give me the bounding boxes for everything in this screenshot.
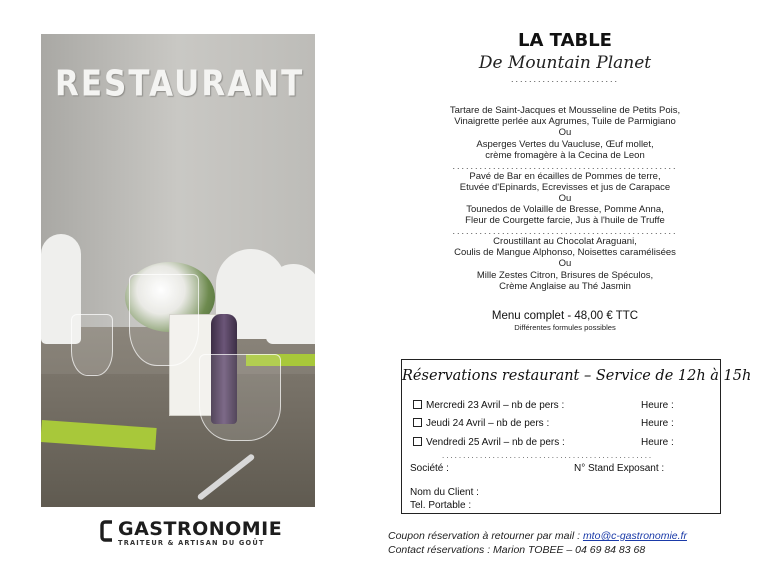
- coupon-line: [388, 529, 687, 543]
- divider: ..................................................: [442, 452, 654, 460]
- day-checkbox[interactable]: [413, 437, 422, 446]
- menu-price: Menu complet - 48,00 € TTC: [491, 309, 639, 322]
- main-1-line-1: Pavé de Bar en écailles de Pommes de terre,: [469, 170, 661, 182]
- restaurant-photo: [41, 34, 315, 507]
- day-label: Vendredi 25 Avril – nb de pers :: [426, 437, 565, 448]
- logo-name: GASTRONOMIE: [118, 518, 283, 540]
- day-label: Mercredi 23 Avril – nb de pers :: [426, 400, 565, 411]
- or-separator: Ou: [558, 192, 572, 204]
- dessert-1-line-1: Croustillant au Chocolat Araguani,: [493, 236, 637, 247]
- or-separator: Ou: [558, 258, 572, 269]
- reservation-day-row: [413, 437, 674, 448]
- menu-section: [395, 30, 735, 332]
- or-separator: Ou: [558, 127, 572, 138]
- client-name-field[interactable]: Nom du Client :: [410, 487, 479, 498]
- reservation-title: Réservations restaurant – Service de 12h à 15h: [402, 368, 752, 384]
- dessert-2-line-2: Crème Anglaise au Thé Jasmin: [499, 280, 631, 292]
- desserts: [395, 236, 735, 292]
- main-2-line-1: Tounedos de Volaille de Bresse, Pomme Anna,: [466, 204, 664, 215]
- logo-tagline: TRAITEUR & ARTISAN DU GOÛT: [118, 539, 265, 547]
- starter-2-line-2: crème fromagère à la Cecina de Leon: [485, 149, 645, 161]
- heure-label: Heure :: [641, 400, 674, 411]
- restaurant-sign: RESTAURANT: [55, 63, 305, 105]
- dessert-1-line-2: Coulis de Mangue Alphonso, Noisettes caramélisées: [454, 247, 676, 258]
- day-label: Jeudi 24 Avril – nb de pers :: [426, 418, 550, 429]
- footer: [388, 529, 687, 557]
- menu-subtitle: De Mountain Planet: [478, 53, 652, 73]
- divider: ........................: [510, 74, 619, 84]
- divider: ..................................................: [452, 226, 678, 236]
- photo-chair: [266, 264, 315, 344]
- mains: [395, 171, 735, 227]
- company-field[interactable]: Société :: [410, 463, 449, 474]
- starter-1-line-1: Tartare de Saint-Jacques et Mousseline de Petits Pois,: [449, 105, 681, 116]
- starter-1-line-2: Vinaigrette perlée aux Agrumes, Tuile de Parmigiano: [454, 116, 676, 127]
- stand-field[interactable]: N° Stand Exposant :: [574, 463, 665, 474]
- logo-c-icon: [100, 520, 114, 542]
- day-checkbox[interactable]: [413, 400, 422, 409]
- starter-2-line-1: Asperges Vertes du Vaucluse, Œuf mollet,: [476, 138, 654, 150]
- dessert-2-line-1: Mille Zestes Citron, Brisures de Spéculos,: [476, 269, 654, 281]
- day-checkbox[interactable]: [413, 418, 422, 427]
- reservation-day-row: [413, 418, 674, 429]
- main-2-line-2: Fleur de Courgette farcie, Jus à l'huile de Truffe: [465, 215, 665, 226]
- email-link[interactable]: mto@c-gastronomie.fr: [582, 530, 687, 542]
- menu-title: LA TABLE: [518, 30, 612, 51]
- coupon-text: Coupon réservation à retourner par mail :: [388, 530, 583, 542]
- menu-formulas-note: Différentes formules possibles: [514, 322, 616, 332]
- photo-glass: [71, 314, 113, 376]
- phone-field[interactable]: Tel. Portable :: [410, 500, 472, 511]
- contact-line: Contact réservations : Marion TOBEE – 04 69 84 83 68: [388, 544, 646, 556]
- reservation-form: [401, 359, 752, 514]
- reservation-day-row: [413, 400, 674, 411]
- divider: ..................................................: [452, 160, 678, 171]
- starters: [395, 105, 735, 161]
- photo-glass: [199, 354, 281, 441]
- heure-label: Heure :: [641, 418, 674, 429]
- photo-wine-glass: [129, 274, 199, 366]
- heure-label: Heure :: [641, 437, 674, 448]
- main-1-line-2: Etuvée d'Epinards, Ecrevisses et jus de Carapace: [459, 181, 671, 193]
